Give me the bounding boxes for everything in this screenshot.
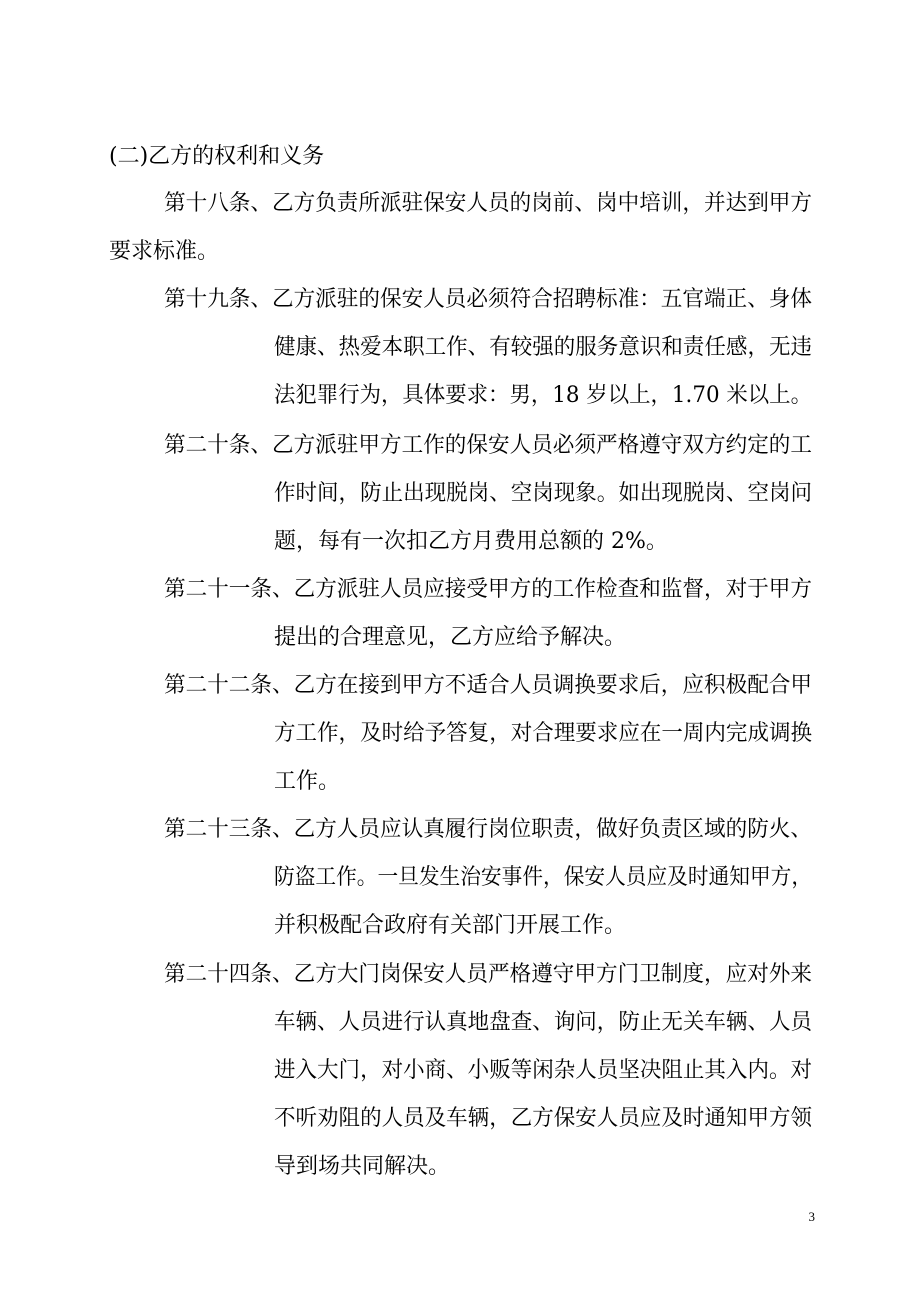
article-21-line-2: 提出的合理意见，乙方应给予解决。 — [274, 625, 627, 650]
article-20-line-3: 题，每有一次扣乙方月费用总额的 2%。 — [274, 529, 668, 554]
article-23-line-2: 防盗工作。一旦发生治安事件，保安人员应及时通知甲方， — [274, 865, 813, 890]
article-24-line-5: 导到场共同解决。 — [274, 1154, 451, 1179]
page-number: 3 — [808, 1209, 815, 1224]
article-24-line-3: 进入大门，对小商、小贩等闲杂人员坚决阻止其入内。对 — [274, 1058, 813, 1083]
article-24-line-1: 第二十四条、乙方大门岗保安人员严格遵守甲方门卫制度，应对外来 — [164, 962, 813, 987]
article-22-line-3: 工作。 — [274, 769, 341, 794]
article-22-line-1: 第二十二条、乙方在接到甲方不适合人员调换要求后，应积极配合甲 — [164, 673, 813, 698]
article-18-line-2: 要求标准。 — [109, 239, 220, 264]
article-19-line-3: 法犯罪行为，具体要求：男，18 岁以上，1.70 米以上。 — [274, 383, 812, 408]
article-20-line-1: 第二十条、乙方派驻甲方工作的保安人员必须严格遵守双方约定的工 — [164, 433, 813, 458]
section-heading: (二)乙方的权利和义务 — [109, 144, 325, 169]
article-21-line-1: 第二十一条、乙方派驻人员应接受甲方的工作检查和监督，对于甲方 — [164, 577, 813, 602]
article-23-line-3: 并积极配合政府有关部门开展工作。 — [274, 913, 627, 938]
article-19-line-1: 第十九条、乙方派驻的保安人员必须符合招聘标准：五官端正、身体 — [164, 287, 813, 312]
article-24-line-2: 车辆、人员进行认真地盘查、询问，防止无关车辆、人员 — [274, 1010, 813, 1035]
article-23-line-1: 第二十三条、乙方人员应认真履行岗位职责，做好负责区域的防火、 — [164, 817, 813, 842]
article-18-line-1: 第十八条、乙方负责所派驻保安人员的岗前、岗中培训，并达到甲方 — [164, 191, 813, 216]
article-22-line-2: 方工作，及时给予答复，对合理要求应在一周内完成调换 — [274, 721, 813, 746]
article-20-line-2: 作时间，防止出现脱岗、空岗现象。如出现脱岗、空岗问 — [274, 481, 813, 506]
article-19-line-2: 健康、热爱本职工作、有较强的服务意识和责任感，无违 — [274, 335, 813, 360]
article-24-line-4: 不听劝阻的人员及车辆，乙方保安人员应及时通知甲方领 — [274, 1106, 813, 1131]
